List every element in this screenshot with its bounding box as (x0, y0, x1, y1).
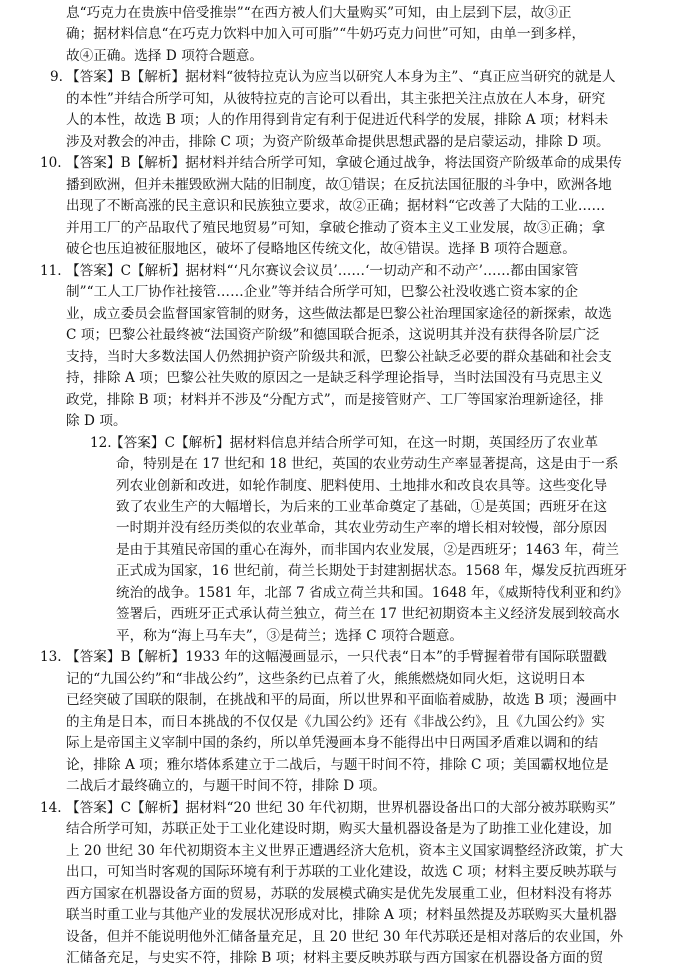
text-line: 命，特别是在 17 世纪和 18 世纪，英国的农业劳动生产率显著提高，这是由于一系 (116, 456, 619, 473)
text-line: 统治的战争。1581 年，北部 7 省成立荷兰共和国。1648 年，《威斯特伐利亚和约》 (116, 584, 628, 601)
text-line: 设备，但并不能说明他外汇储备量充足，且 20 世纪 30 年代苏联还是相对落后的农业国，外 (66, 928, 624, 945)
text-line: 西方国家在机器设备方面的贸易，苏联的发展模式确实是优先发展重工业，但材料没有将苏 (66, 885, 612, 902)
text-line: 上 20 世纪 30 年代初期资本主义世界正遭遇经济大危机，资本主义国家调整经济政策，扩大 (66, 842, 624, 859)
text-line: 除 D 项。 (66, 413, 127, 430)
question-number: 9. (50, 69, 63, 86)
text-line: 并用工厂的产品取代了殖民地贸易”可知，拿破仑推动了资本主义工业发展，故③正确；拿 (66, 219, 606, 236)
text-line: 涉及对教会的冲击，排除 C 项；为资产阶级革命提供思想武器的是启蒙运动，排除 D 项。 (66, 133, 610, 150)
text-line: 列农业创新和改进，如轮作制度、肥料使用、土地排水和改良农具等。这些变化导 (116, 477, 608, 494)
question-number: 14. (40, 799, 62, 816)
text-line: 破仑也压迫被征服地区，破坏了侵略地区传统文化，故④错误。选择 B 项符合题意。 (66, 241, 576, 258)
text-line: 出口，可知当时客观的国际环境有利于苏联的工业化建设，故选 C 项；材料主要反映苏联与 (66, 864, 618, 881)
text-line: 出现了不断高涨的民主意识和民族独立要求，故②正确；据材料“它改善了大陆的工业…… (66, 198, 606, 215)
text-line: 平，称为“海上马车夫”，③是荷兰；选择 C 项符合题意。 (116, 627, 463, 644)
text-line: 结合所学可知，苏联正处于工业化建设时期，购买大量机器设备是为了助推工业化建设，加 (66, 821, 612, 838)
text-line: 记的“九国公约”和“非战公约”，这些条约已点着了火，熊熊燃烧如同火炬，这说明日本 (66, 670, 586, 687)
text-line: 联当时重工业与其他产业的发展状况形成对比，排除 A 项；材料虽然提及苏联购买大量机器 (66, 907, 617, 924)
question-number: 12. (90, 434, 112, 451)
text-line: 【答案】C【解析】据材料“20 世纪 30 年代初期，世界机器设备出口的大部分被苏联购买” (66, 799, 616, 816)
text-line: 正式成为国家，16 世纪前，荷兰长期处于封建割据状态。1568 年，爆发反抗西班牙 (116, 563, 628, 580)
text-line: 确；据材料信息“在巧克力饮料中加入可可脂”“牛奶巧克力问世”可知，由单一到多样， (66, 26, 586, 43)
text-line: 已经突破了国联的限制，在挑战和平的局面，所以世界和平面临着威胁，故选 B 项；漫画中 (66, 692, 617, 709)
text-line: 致了农业生产的大幅增长，为后来的工业革命奠定了基础，①是英国；西班牙在这 (116, 498, 608, 515)
text-line: 息“巧克力在贵族中倍受推崇”“在西方被人们大量购买”可知，由上层到下层，故③正 (66, 5, 572, 21)
question-number: 11. (40, 262, 62, 279)
text-line: 签署后，西班牙正式承认荷兰独立，荷兰在 17 世纪初期资本主义经济发展到较高水 (116, 606, 620, 623)
text-line: 二战后才最终确立的，与题干时间不符，排除 D 项。 (66, 778, 386, 795)
text-line: 是由于其殖民帝国的重心在海外，而非国内农业发展，②是西班牙；1463 年，荷兰 (116, 541, 620, 558)
question-number: 13. (40, 649, 62, 666)
text-line: 汇储备充足，与史实不符，排除 B 项；材料主要反映苏联与西方国家在机器设备方面的贸 (66, 950, 604, 966)
text-line: 人的本性，故选 B 项；人的作用得到肯定有利于促进近代科学的发展，排除 A 项；材料未 (66, 112, 609, 129)
text-line: 的本性”并结合所学可知，从彼特拉克的言论可以看出，其主张把关注点放在人本身，研究 (66, 90, 606, 107)
text-line: 论，排除 A 项；雅尔塔体系建立于二战后，与题干时间不符，排除 C 项；美国霸权地位是 (66, 756, 609, 773)
text-line: 制”“工人工厂协作社接管……企业”等并结合所学可知，巴黎公社没收逃亡资本家的企 (66, 284, 579, 301)
text-line: 【答案】B【解析】据材料并结合所学可知，拿破仑通过战争，将法国资产阶级革命的成果传 (66, 155, 622, 172)
text-line: 播到欧洲，但并未摧毁欧洲大陆的旧制度，故①错误；在反抗法国征服的斗争中，欧洲各地 (66, 176, 612, 193)
text-line: 【答案】B【解析】1933 年的这幅漫画显示，一只代表“日本”的手臂握着带有国际联盟戳 (66, 649, 607, 666)
text-line: 业，成立委员会监督国家管制的财务，这些做法都是巴黎公社治理国家途径的新探索，故选 (66, 305, 612, 322)
text-line: 际上是帝国主义宰制中国的条约，所以单凭漫画本身不能得出中日两国矛盾难以调和的结 (66, 735, 599, 752)
question-number: 10. (40, 155, 62, 172)
text-line: 政党，排除 B 项；材料并不涉及“分配方式”，而是接管财产、工厂等国家治理新途径，排 (66, 391, 604, 408)
text-line: 持，排除 A 项；巴黎公社失败的原因之一是缺乏科学理论指导，当时法国没有马克思主义 (66, 370, 604, 387)
text-line: 故④正确。选择 D 项符合题意。 (66, 47, 264, 64)
text-line: 【答案】C【解析】据材料信息并结合所学可知，在这一时期，英国经历了农业革 (110, 434, 598, 451)
text-line: 【答案】B【解析】据材料“彼特拉克认为应当以研究人本身为主”、“真正应当研究的就是人 (66, 69, 616, 86)
text-line: 的主角是日本，而日本挑战的不仅仅是《九国公约》还有《非战公约》，且《九国公约》实 (66, 713, 605, 730)
text-line: C 项；巴黎公社最终被“法国资产阶级”和德国联合扼杀，这说明其并没有获得各阶层广泛 (66, 327, 600, 344)
text-line: 支持，当时大多数法国人仍然拥护资产阶级共和派，巴黎公社缺乏必要的群众基础和社会支 (66, 348, 612, 365)
text-line: 一时期并没有经历类似的农业革命，其农业劳动生产率的增长相对较慢，部分原因 (116, 520, 608, 537)
text-line: 【答案】C【解析】据材料“‘凡尔赛议会议员’……‘一切动产和不动产’……都由国家管 (66, 262, 579, 279)
